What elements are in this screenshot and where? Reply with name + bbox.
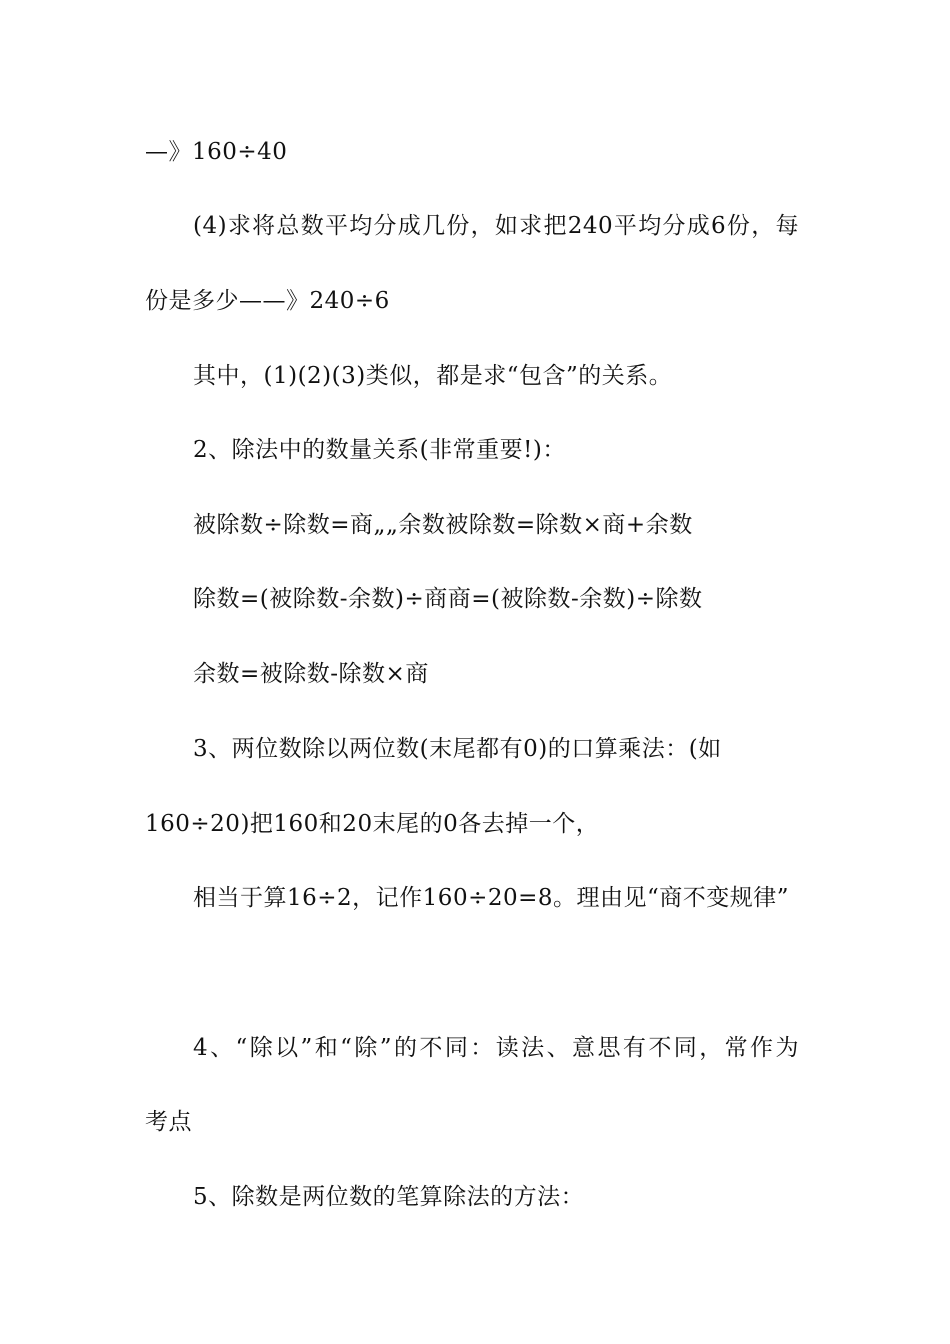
text-line: 被除数÷除数=商„„余数被除数=除数×商+余数	[193, 512, 693, 538]
text-line: 其中，(1)(2)(3)类似，都是求“包含”的关系。	[193, 363, 673, 389]
text-line: 考点	[145, 1109, 192, 1135]
text-line: 相当于算16÷2，记作160÷20=8。理由见“商不变规律”	[193, 885, 790, 911]
text-line: —》160÷40	[145, 139, 288, 165]
text-line: 3、两位数除以两位数(末尾都有0)的口算乘法：(如	[193, 736, 722, 762]
text-line: (4)求将总数平均分成几份，如求把240平均分成6份，每	[193, 213, 799, 239]
text-line: 份是多少——》240÷6	[145, 288, 390, 314]
text-line: 4、“除以”和“除”的不同：读法、意思有不同，常作为	[193, 1035, 799, 1061]
text-line: 2、除法中的数量关系(非常重要!)：	[193, 437, 566, 463]
text-line: 余数=被除数-除数×商	[193, 661, 429, 687]
text-line: 除数=(被除数-余数)÷商商=(被除数-余数)÷除数	[193, 586, 703, 612]
text-line: 160÷20)把160和20末尾的0各去掉一个，	[145, 811, 600, 837]
text-line: 5、除数是两位数的笔算除法的方法：	[193, 1184, 585, 1210]
